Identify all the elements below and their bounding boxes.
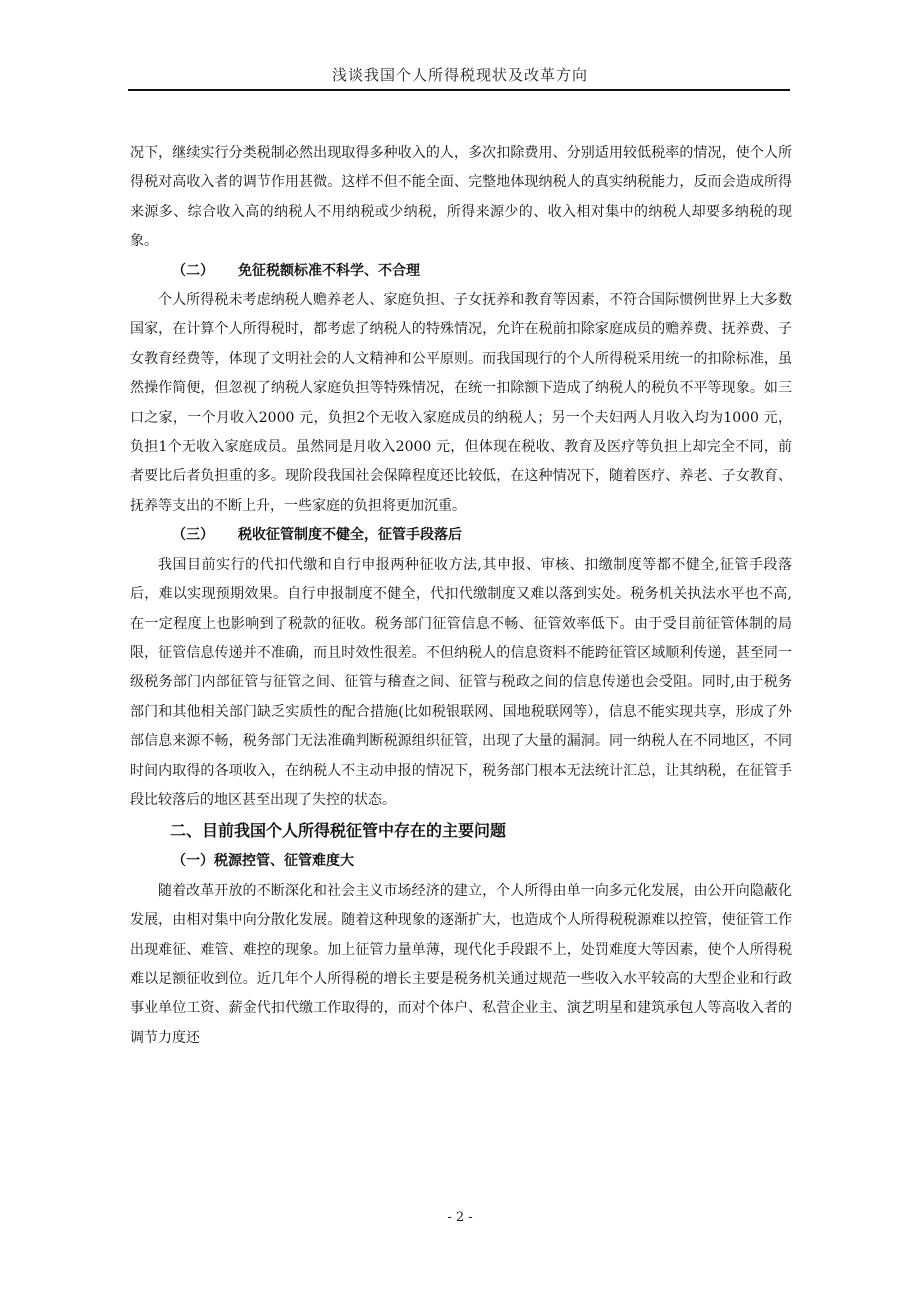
paragraph-1: 况下，继续实行分类税制必然出现取得多种收入的人，多次扣除费用、分别适用较低税率的情况，使个人所得税对高收入者的调节作用甚微。这样不但不能全面、完整地体现纳税人的真实纳税能力，反而会造成所得来源多、综合收入高的纳税人不用纳税或少纳税，所得来源少的、收入相对集中的纳税人却要多纳税的现象。 bbox=[130, 145, 792, 250]
section-heading-2-number: （二） bbox=[172, 262, 214, 279]
header-title: 浅谈我国个人所得税现状及改革方向 bbox=[331, 66, 588, 84]
subsection-heading-1: （一）税源控管、征管难度大 bbox=[172, 853, 354, 870]
section-heading-3 bbox=[130, 521, 792, 550]
page-number: - 2 - bbox=[447, 1210, 473, 1225]
paragraph-3: 我国目前实行的代扣代缴和自行申报两种征收方法,其申报、审核、扣缴制度等都不健全,征管手段落后，难以实现预期效果。自行申报制度不健全，代扣代缴制度又难以落到实处。税务机关执法水平也不高,在一定程度上也影响到了税款的征收。税务部门征管信息不畅、征管效率低下。由于受目前征管体制的局限，征管信息传递并不准确，而且时效性很差。不但纳税人的信息资料不能跨征管区域顺利传递，甚至同一级税务部门内部征管与征管之间、征管与稽查之间、征管与税政之间的信息传递也会受阻。同时,由于税务部门和其他相关部门缺乏实质性的配合措施(比如税银联网、国地税联网等），信息不能实现共享，形成了外部信息来源不畅，税务部门无法准确判断税源组织征管，出现了大量的漏洞。同一纳税人在不同地区，不同时间内取得的各项收入，在纳税人不主动申报的情况下，税务部门根本无法统计汇总，让其纳税，在征管手段比较落后的地区甚至出现了失控的状态。 bbox=[130, 556, 792, 808]
section-heading-3-number: （三） bbox=[172, 527, 214, 544]
header-rule bbox=[128, 89, 790, 91]
chapter-heading: 二、目前我国个人所得税征管中存在的主要问题 bbox=[170, 821, 507, 841]
document-body bbox=[130, 139, 792, 1053]
paragraph-2: 个人所得税未考虑纳税人赡养老人、家庭负担、子女抚养和教育等因素，不符合国际惯例世界上大多数国家，在计算个人所得税时，都考虑了纳税人的特殊情况，允许在税前扣除家庭成员的赡养费、抚养费、子女教育经费等，体现了文明社会的人文精神和公平原则。而我国现行的个人所得税采用统一的扣除标准，虽然操作简便，但忽视了纳税人家庭负担等特殊情况，在统一扣除额下造成了纳税人的税负不平等现象。如三口之家，一个月收入2000 元，负担2个无收入家庭成员的纳税人；另一个夫妇两人月收入均为1000 元，负担1个无收入家庭成员。虽然同是月收入2000 元，但体现在税收、教育及医疗等负担上却完全不同，前者要比后者负担重的多。现阶段我国社会保障程度还比较低，在这种情况下，随着医疗、养老、子女教育、抚养等支出的不断上升，一些家庭的负担将更加沉重。 bbox=[130, 292, 792, 514]
section-heading-3-text: 税收征管制度不健全，征管手段落后 bbox=[238, 527, 462, 544]
section-heading-2-text: 免征税额标准不科学、不合理 bbox=[238, 262, 420, 279]
section-heading-2 bbox=[130, 257, 792, 286]
paragraph-4: 随着改革开放的不断深化和社会主义市场经济的建立，个人所得由单一向多元化发展，由公开向隐蔽化发展，由相对集中向分散化发展。随着这种现象的逐渐扩大，也造成个人所得税税源难以控管，使征管工作出现难征、难管、难控的现象。加上征管力量单薄，现代化手段跟不上，处罚难度大等因素，使个人所得税难以足额征收到位。近几年个人所得税的增长主要是税务机关通过规范一些收入水平较高的大型企业和行政事业单位工资、薪金代扣代缴工作取得的，而对个体户、私营企业主、演艺明星和建筑承包人等高收入者的调节力度还 bbox=[130, 882, 792, 1046]
